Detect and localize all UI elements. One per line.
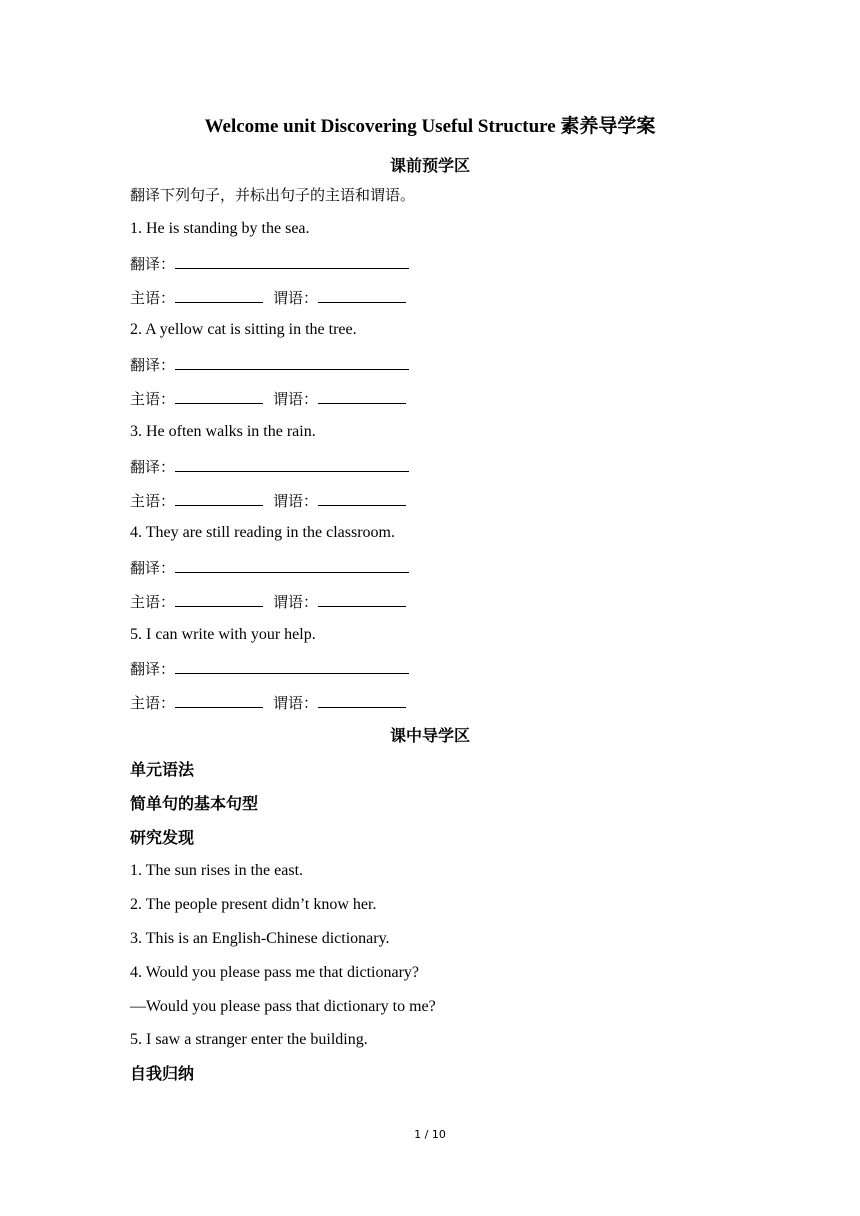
document-title: Welcome unit Discovering Useful Structure 素养导学案 — [204, 116, 656, 137]
example-sentence: 3. This is an English-Chinese dictionary. — [130, 930, 390, 947]
subject-label: 主语： — [130, 593, 176, 611]
page-number: 1 / 10 — [414, 1128, 446, 1141]
example-sentence: 5. I saw a stranger enter the building. — [130, 1031, 368, 1048]
subheading-basic-patterns: 简单句的基本句型 — [130, 794, 259, 813]
example-sentence: 4. Would you please pass me that dictionary? — [130, 964, 420, 981]
translate-label: 翻译： — [130, 559, 176, 577]
subject-blank[interactable] — [175, 590, 263, 607]
subheading-unit-grammar: 单元语法 — [130, 760, 195, 779]
subject-predicate-row — [130, 489, 406, 513]
translate-label: 翻译： — [130, 458, 176, 476]
exercise-sentence: 2. A yellow cat is sitting in the tree. — [130, 321, 357, 338]
subject-label: 主语： — [130, 390, 176, 408]
instruction-text: 翻译下列句子，并标出句子的主语和谓语。 — [130, 186, 416, 204]
example-sentence: 2. The people present didn’t know her. — [130, 896, 377, 913]
translate-label: 翻译： — [130, 660, 176, 678]
translate-label: 翻译： — [130, 255, 176, 273]
predicate-label: 谓语： — [273, 593, 319, 611]
predicate-blank[interactable] — [318, 489, 406, 506]
subject-blank[interactable] — [175, 286, 263, 303]
subject-blank[interactable] — [175, 387, 263, 404]
subject-predicate-row — [130, 691, 406, 715]
translate-row — [130, 455, 409, 479]
predicate-blank[interactable] — [318, 590, 406, 607]
translation-blank[interactable] — [175, 353, 409, 370]
section-heading-preview: 课前预学区 — [389, 156, 470, 175]
translation-blank[interactable] — [175, 657, 409, 674]
predicate-label: 谓语： — [273, 289, 319, 307]
subject-blank[interactable] — [175, 691, 263, 708]
exercise-sentence: 4. They are still reading in the classroom. — [130, 524, 395, 541]
translate-row — [130, 556, 409, 580]
translate-row — [130, 657, 409, 681]
subject-label: 主语： — [130, 492, 176, 510]
subheading-self-summary: 自我归纳 — [130, 1064, 195, 1083]
translate-label: 翻译： — [130, 356, 176, 374]
translate-row — [130, 252, 409, 276]
translation-blank[interactable] — [175, 252, 409, 269]
predicate-label: 谓语： — [273, 492, 319, 510]
exercise-sentence: 3. He often walks in the rain. — [130, 423, 316, 440]
exercise-sentence: 5. I can write with your help. — [130, 626, 316, 643]
predicate-label: 谓语： — [273, 694, 319, 712]
section-heading-in-class: 课中导学区 — [389, 726, 470, 745]
translation-blank[interactable] — [175, 455, 409, 472]
subject-label: 主语： — [130, 289, 176, 307]
subject-predicate-row — [130, 387, 406, 411]
example-sentence: 1. The sun rises in the east. — [130, 862, 304, 879]
predicate-blank[interactable] — [318, 691, 406, 708]
exercise-sentence: 1. He is standing by the sea. — [130, 220, 310, 237]
predicate-label: 谓语： — [273, 390, 319, 408]
subject-blank[interactable] — [175, 489, 263, 506]
subject-predicate-row — [130, 590, 406, 614]
translation-blank[interactable] — [175, 556, 409, 573]
predicate-blank[interactable] — [318, 387, 406, 404]
subject-predicate-row — [130, 286, 406, 310]
example-sentence: —Would you please pass that dictionary to me? — [130, 998, 436, 1015]
subject-label: 主语： — [130, 694, 176, 712]
subheading-research-findings: 研究发现 — [130, 828, 195, 847]
translate-row — [130, 353, 409, 377]
predicate-blank[interactable] — [318, 286, 406, 303]
